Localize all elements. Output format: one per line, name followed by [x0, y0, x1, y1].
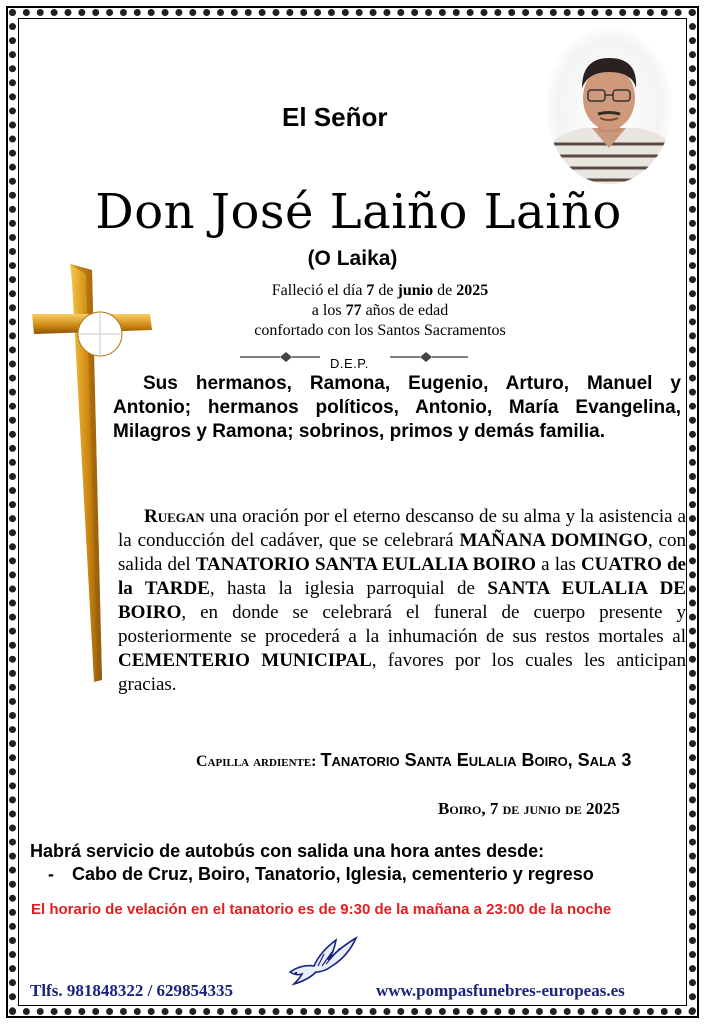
- death-day: 7: [366, 282, 375, 299]
- phone-numbers: Tlfs. 981848322 / 629854335: [30, 981, 234, 1000]
- bus-title: Habrá servicio de autobús con salida una hora antes desde:: [30, 841, 545, 861]
- death-mid: de: [374, 282, 398, 299]
- age-prefix: a los: [311, 302, 346, 319]
- chapel-label: Capilla ardiente:: [196, 753, 321, 770]
- request-time: CUATRO de la TARDE: [118, 554, 686, 599]
- request-verb: Ruegan: [144, 506, 205, 527]
- portrait-photo: [546, 28, 672, 184]
- death-date-line: [180, 282, 580, 300]
- request-church: SANTA EULALIA DE BOIRO: [118, 578, 686, 623]
- vigil-notice: El horario de velación en el tanatorio es de 9:30 de la mañana a 23:00 de la noche: [31, 901, 612, 918]
- place-date: Boiro, 7 de junio de 2025: [438, 799, 621, 818]
- request-text-5: , en donde se celebrará el funeral de cuerpo presente y posteriormente se procederá a la inhumación de sus restos mortales al: [118, 602, 686, 647]
- request-day: MAÑANA DOMINGO: [459, 530, 648, 551]
- bus-route: [48, 864, 594, 885]
- request-text-1: una oración por el eterno descanso de su alma y la asistencia a la conducción del cadáver, que se celebrará: [118, 506, 686, 551]
- deceased-nickname: (O Laika): [307, 247, 398, 270]
- death-mid2: de: [433, 282, 457, 299]
- death-prefix: Falleció el día: [271, 282, 367, 299]
- sacraments-line: confortado con los Santos Sacramentos: [254, 322, 506, 339]
- website-link[interactable]: www.pompasfunebres-europeas.es: [376, 981, 625, 1000]
- chapel-line: [196, 750, 631, 771]
- request-text-3: a las: [536, 554, 581, 575]
- age-suffix: años de edad: [361, 302, 449, 319]
- request-text-2: , con salida del: [118, 530, 686, 575]
- bus-route-text: Cabo de Cruz, Boiro, Tanatorio, Iglesia, cementerio y regreso: [72, 864, 594, 884]
- death-month: junio: [397, 282, 434, 299]
- request-cemetery: CEMENTERIO MUNICIPAL: [118, 650, 372, 671]
- family-text: Sus hermanos, Ramona, Eugenio, Arturo, Manuel y Antonio; hermanos políticos, Antonio, María Evangelina, Milagros y Ramona; sobrinos, primos y demás familia.: [113, 373, 681, 442]
- header-title: El Señor: [282, 102, 388, 132]
- age-value: 77: [345, 302, 362, 319]
- death-year: 2025: [456, 282, 489, 299]
- request-funeral-home: TANATORIO SANTA EULALIA BOIRO: [195, 554, 537, 575]
- dove-icon: [284, 932, 360, 988]
- request-text-4: , hasta la iglesia parroquial de: [209, 578, 488, 599]
- request-text-6: , favores por los cuales les anticipan gracias.: [118, 650, 686, 695]
- age-line: [180, 302, 580, 320]
- bus-dash: -: [48, 864, 54, 884]
- chapel-value: Tanatorio Santa Eulalia Boiro, Sala 3: [320, 750, 632, 770]
- dep-label: D.E.P.: [330, 356, 369, 371]
- deceased-name: Don José Laiño Laiño: [95, 184, 622, 240]
- request-paragraph: [118, 505, 686, 697]
